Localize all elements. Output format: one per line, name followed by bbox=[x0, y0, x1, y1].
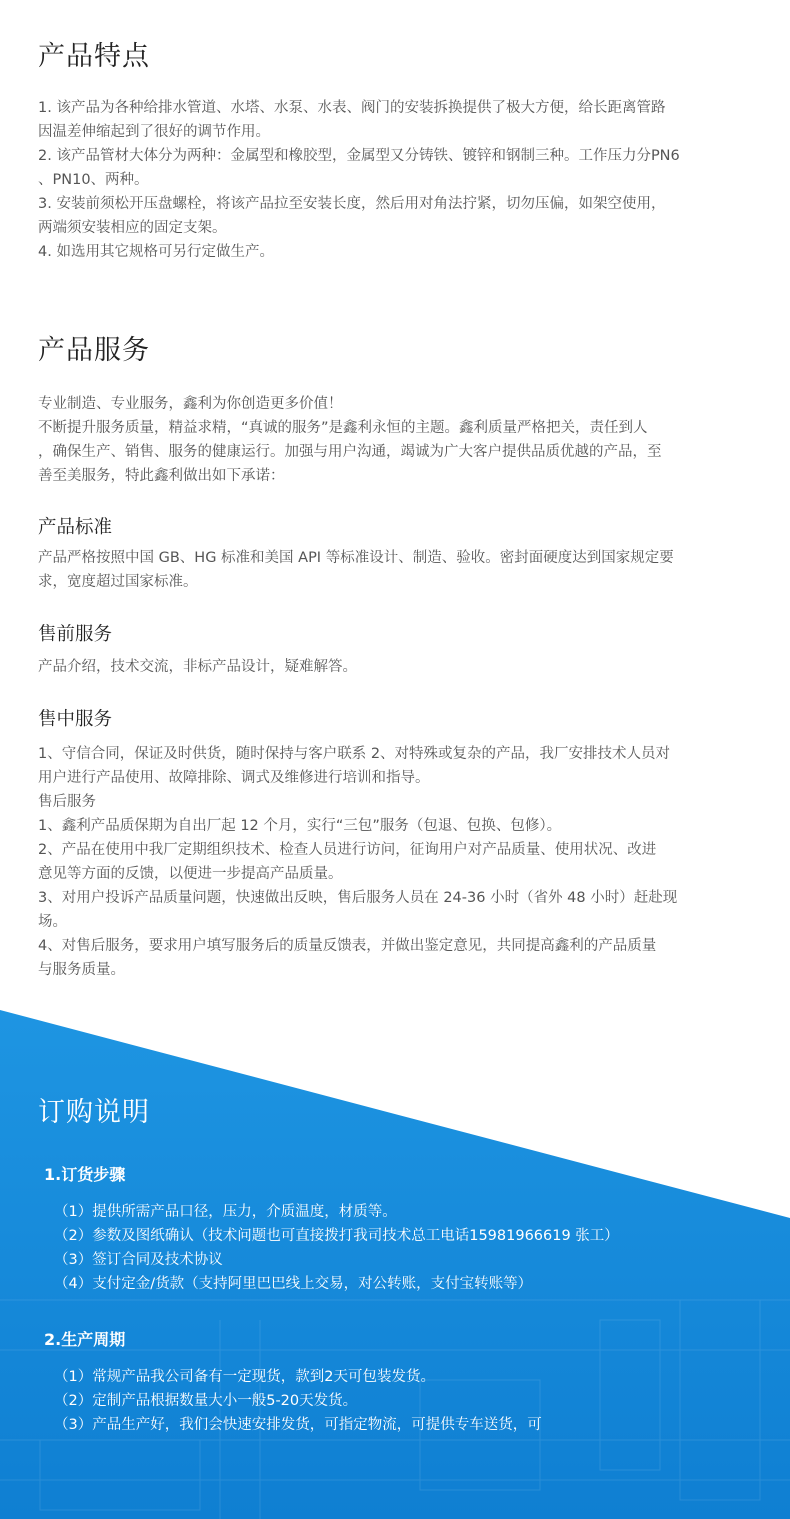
insale-line: 1、守信合同，保证及时供货，随时保持与客户联系 2、对特殊或复杂的产品，我厂安排技术人员对 bbox=[38, 746, 671, 762]
standard-title: 产品标准 bbox=[38, 517, 113, 538]
insale-line: 意见等方面的反馈，以便进一步提高产品质量。 bbox=[38, 866, 343, 882]
features-list bbox=[38, 96, 758, 264]
insale-line: 2、产品在使用中我厂定期组织技术、检查人员进行访问，征询用户对产品质量、使用状况、改进 bbox=[38, 842, 657, 858]
insale-line: 1、鑫利产品质保期为自出厂起 12 个月，实行“三包”服务（包退、包换、包修）。 bbox=[38, 818, 562, 834]
step2-list bbox=[54, 1365, 542, 1437]
standard-line: 产品严格按照中国 GB、HG 标准和美国 API 等标准设计、制造、验收。密封面硬度达到国家规定要 bbox=[38, 550, 674, 566]
features-line: 因温差伸缩起到了很好的调节作用。 bbox=[38, 124, 270, 140]
service-title: 产品服务 bbox=[38, 335, 150, 366]
service-intro-line: 专业制造、专业服务，鑫利为你创造更多价值！ bbox=[38, 396, 343, 412]
insale-line: 4、对售后服务，要求用户填写服务后的质量反馈表，并做出鉴定意见，共同提高鑫利的产品质量 bbox=[38, 938, 657, 954]
features-line: 3. 安装前须松开压盘螺栓，将该产品拉至安装长度，然后用对角法拧紧，切勿压偏，如架空使用， bbox=[38, 196, 666, 212]
features-line: 、PN10、两种。 bbox=[38, 172, 149, 188]
step2-item: （1）常规产品我公司备有一定现货，款到2天可包装发货。 bbox=[54, 1369, 435, 1385]
standard-text bbox=[38, 546, 758, 594]
insale-line: 用户进行产品使用、故障排除、调式及维修进行培训和指导。 bbox=[38, 770, 430, 786]
service-intro-line: 善至美服务，特此鑫利做出如下承诺： bbox=[38, 468, 285, 484]
features-line: 1. 该产品为各种给排水管道、水塔、水泵、水表、阀门的安装拆换提供了极大方便，给长距离管路 bbox=[38, 100, 666, 116]
features-line: 4. 如选用其它规格可另行定做生产。 bbox=[38, 244, 274, 260]
service-intro-line: 不断提升服务质量，精益求精，“真诚的服务”是鑫利永恒的主题。鑫利质量严格把关，责任到人 bbox=[38, 420, 648, 436]
step1-title: 1.订货步骤 bbox=[44, 1165, 126, 1184]
presale-text bbox=[38, 655, 758, 679]
step1-list bbox=[54, 1200, 619, 1296]
step1-item: （3）签订合同及技术协议 bbox=[54, 1252, 223, 1268]
features-title: 产品特点 bbox=[38, 41, 150, 72]
service-intro-line: ，确保生产、销售、服务的健康运行。加强与用户沟通，竭诚为广大客户提供品质优越的产品，至 bbox=[38, 444, 662, 460]
presale-title: 售前服务 bbox=[38, 624, 113, 645]
step1-item: （1）提供所需产品口径，压力，介质温度，材质等。 bbox=[54, 1204, 397, 1220]
step1-item: （2）参数及图纸确认（技术问题也可直接拨打我司技术总工电话15981966619 张工） bbox=[54, 1228, 619, 1244]
insale-line: 场。 bbox=[38, 914, 67, 930]
insale-line: 售后服务 bbox=[38, 794, 96, 810]
standard-line: 求，宽度超过国家标准。 bbox=[38, 574, 198, 590]
insale-line: 与服务质量。 bbox=[38, 962, 125, 978]
step1-item: （4）支付定金/货款（支持阿里巴巴线上交易，对公转账，支付宝转账等） bbox=[54, 1276, 533, 1292]
features-line: 两端须安装相应的固定支架。 bbox=[38, 220, 227, 236]
step2-title: 2.生产周期 bbox=[44, 1330, 126, 1349]
presale-line: 产品介绍，技术交流，非标产品设计，疑难解答。 bbox=[38, 659, 357, 675]
insale-line: 3、对用户投诉产品质量问题，快速做出反映，售后服务人员在 24-36 小时（省外 48 小时）赶赴现 bbox=[38, 890, 678, 906]
service-intro bbox=[38, 392, 758, 488]
step2-item: （2）定制产品根据数量大小一般5-20天发货。 bbox=[54, 1393, 358, 1409]
insale-text bbox=[38, 742, 758, 982]
step2-item: （3）产品生产好，我们会快速安排发货，可指定物流，可提供专车送货，可 bbox=[54, 1417, 542, 1433]
order-title: 订购说明 bbox=[38, 1097, 150, 1128]
features-line: 2. 该产品管材大体分为两种：金属型和橡胶型，金属型又分铸铁、镀锌和钢制三种。工作压力分PN6 bbox=[38, 148, 680, 164]
insale-title: 售中服务 bbox=[38, 709, 113, 730]
